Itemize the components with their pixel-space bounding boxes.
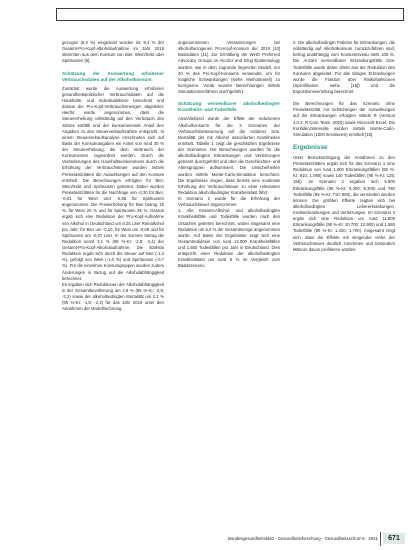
text-column-2 — [178, 40, 280, 270]
section-heading: Schätzung vermeidbarer alkoholbedingter Krankheits- und Todesfälle — [178, 101, 280, 113]
section-heading-results: Ergebnisse — [293, 143, 328, 151]
paragraph: Unter Berücksichtigung der Annahmen zu den Preiselastizitäten ergab sich für das Szenario 1 eine Reduktion von rund 1.000 Erkrankungsfällen (95 %-KI: 910; 1.090) sowie 140 Todesfällen (95 %-KI: 125; 155). Im Szenario 2 ergaben sich 5.800 Erkrankungsfälle (95 %-KI: 5.300; 6.300) und 780 Todesfälle (95 %-KI: 710; 850), die vermieden werden können. Die größten Effekte zeigten sich bei alkoholbedingten Lebererkrankungen, Krebserkrankungen und Verletzungen. Im Szenario 3 ergab sich eine Reduktion um rund 11.800 Erkrankungsfälle (95 %-KI: 10.700; 12.900) und 1.560 Todesfälle (95 %-KI: 1.420; 1.700). Insgesamt zeigt sich, dass die Effekte mit steigender Höhe der Verbrauchsteuer deutlich zunehmen und besonders Männer davon profitieren würden. — [293, 154, 395, 252]
header-frame — [56, 8, 404, 21]
paragraph: 2. Die alkoholbedingte Fraktion für Erkrankungen, die vollständig auf Alkoholkonsum zurückzuführen sind, betrug unabhängig vom Konsumniveau stets 100 %. Die Anzahl vermeidbarer Erkrankungsfälle bzw. Todesfälle wurde daher direkt aus der Reduktion des Konsums abgeleitet. Für alle übrigen Erkrankungen wurde die Fraktion über Risikofunktionen (Spezifikation siehe [15]) und die Expositionsverteilung berechnet. — [293, 40, 395, 94]
paragraph: In Szenario 2 wurde für die Erhöhung der Verbrauchsteuer angenommen: — [178, 196, 280, 208]
paragraph: Zunächst wurde die Auswertung erhobener gesundheitspolitischer Verbrauchsdaten auf die Haushalts- und Individualebene berechnet und daraus die Pro-Kopf-Verbrauchsmengen abgeleitet. Hierfür wurde angenommen, dass die Steuererhebung vollständig auf den Verbrauch des Jahres entfällt und der konsumierende Anteil den Angaben zu den Steuerverkaufszahlen entspricht. In einem Steuerverkaufsanalyse errechneten sich auf Basis der Konsumangaben ein Anteil von rund 30 % der Steuererhebung, die dem Verbrauch der Konsumenten zugeordnet werden. Durch die Veränderungen des Haushaltseinkommens durch die Erhöhung der Verbrauchsteuer wurden mittels Preiselastizitäten die Auswirkungen auf den Konsum ermittelt. Die Berechnungen erfolgten für Bier, Wein/Sekt und Spirituosen getrennt. Dabei wurden Preiselastizitäten für die Nachfrage von -0,30 für Bier, -0,61 für Wein und -0,65 für Spirituosen angenommen. Die Preiserhöhung für Bier betrug 15 %, für Wein 20 % und für Spirituosen 25 %. Daraus ergab sich eine Reduktion der Pro-Kopf-Aufnahme von Alkohol in Deutschland um 0,25 Liter Reinalkohol pro Jahr; für Bier um -0,10, für Wein um -0,08 und für Spirituosen um -0,07 Liter. In der Summe betrug die Reduktion somit 3,1 % (95 %-KI: -2,8; -3,4) der Gesamt-Pro-Kopf-Alkoholaufnahme. Die stärkste Reduktion ergab sich durch die Steuer auf Bier (-1,4 %), gefolgt von Wein (-1,0 %) und Spirituosen (-0,7 %). Für die einzelnen Konsumgruppen wurden zudem Änderungen in Bezug auf die Alkoholabhängigkeit berechnet. — [62, 85, 164, 281]
section-heading: Schätzung der Auswertung erhobener Verbrauchsdaten auf der Alkoholkonsum — [62, 70, 164, 82]
journal-footer: Bundesgesundheitsblatt - Gesundheitsforschung - Gesundheitsschutz 6 · 2021 — [227, 536, 378, 541]
paragraph: Anschließend wurde der Effekt der reduzierten Alkoholkonsums für die 3 Szenarien der Verbrauchsbesteuerung auf die Inzidenz bzw. Mortalität der mit Alkohol assoziierten Krankheiten ermittelt. Tabelle 1 zeigt die geschätzten Ergebnisse der Szenarien. Die Berechnungen wurden für die alkoholbedingten Erkrankungen und Verletzungen getrennt durchgeführt und über die Geschlechter- und Altersgruppen aufsummiert. Die Unsicherheiten wurden mittels Monte-Carlo-Simulation berechnet. Die Ergebnisse zeigen, dass bereits eine moderate Erhöhung der Verbrauchsteuer zu einer relevanten Reduktion alkoholbedingter Krankheitslast führt. — [178, 116, 280, 195]
paragraph: Die Berechnungen für das Szenario ohne Preiselastizität mit Schätzungen der Auswirkungen auf die Erkrankungen erfolgten mittels R (Version 4.0.2; R Core Team, 2020) sowie Microsoft Excel. Die Konfidenzintervalle wurden mittels Monte-Carlo-Simulation (1000 Iterationen) ermittelt [16]. — [293, 101, 395, 137]
paragraph: gezogen (6,0 %) eingesetzt worden ist. 9,3 % der Gesamt-Pro-Kopf-Alkoholaufnahme im Jahr 2019 stammten aus dem Konsum von Bier, Wein/Sekt oder Spirituosen [8]. — [62, 40, 164, 64]
page-number: 671 — [383, 533, 405, 544]
text-column-1 — [62, 40, 164, 312]
paragraph: 1. Alle Gesamt-Alkohol- und alkoholbedingten Krankheitsfälle und Todesfälle wurden nach den Ursachen getrennt berechnet, wobei insgesamt eine Reduktion um 6,0 % der Gesamtmenge angenommen wurde. Auf Basis der Ergebnisse zeigt sich eine Gesamtreduktion von rund 12.000 Krankheitsfällen und 1.500 Todesfällen pro Jahr in Deutschland. Dies entspricht einer Reduktion der alkoholbedingten Krankheitslast um rund 6 % im Vergleich zum Basisszenario. — [178, 208, 280, 269]
paragraph: Es ergaben sich Reduktionen der Alkoholabhängigkeit in der Gesamtbevölkerung um 2,9 % (95 %-KI: -2,6; -3,2) sowie der alkoholbedingten Mortalität um 2,1 % (95 %-KI: -1,9; -2,3) für das Jahr 2019 unter den Annahmen der Modellrechnung. — [62, 281, 164, 312]
text-column-3 — [293, 40, 395, 253]
footer-divider — [380, 532, 381, 546]
paragraph: angenommenen Veränderungen bei alkoholbezogenen Pro-Kopf-Konsum der 2019 [10] Basisdaten [11]. Zur Ermittlung der WHO Preferred Advocacy Groups on Alcohol and Drug Epidemiology wurden, wie in dem zugrunde liegenden Modell, nur 20 % des Pro-Kopf-Konsums verwendet, um für mögliche Schwankungen (siehe Methodenteil) zu korrigieren. Vorab wurden Berechnungen mittels Simulationsverfahren durchgeführt. — [178, 40, 280, 94]
